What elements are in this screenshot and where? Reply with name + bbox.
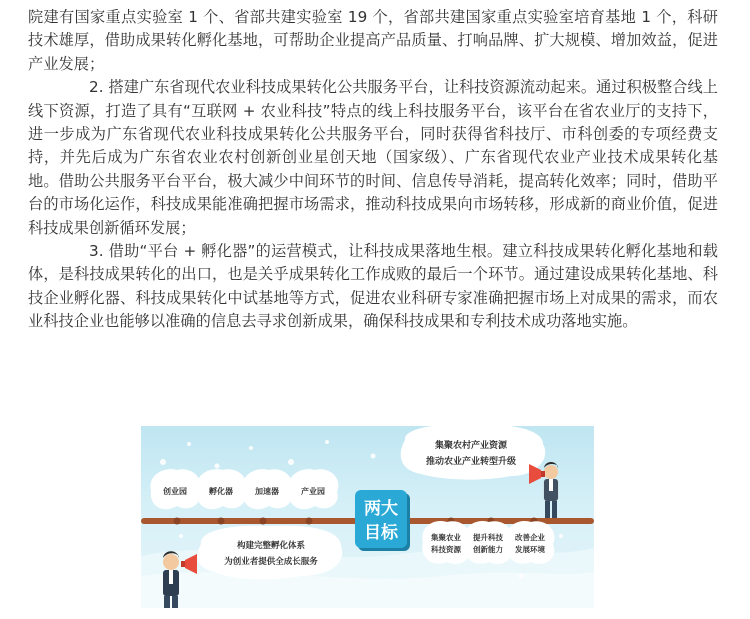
left-bubble-3 [242, 469, 292, 509]
bottom-left-bubble-line-1: 构建完整孵化体系 [236, 541, 306, 551]
bubble-label-jiasuqi: 加速器 [255, 487, 279, 496]
top-right-speech-bubble [401, 426, 546, 480]
bubble-label-fuhuaqi: 孵化器 [209, 487, 233, 496]
article-body [28, 0, 718, 334]
left-bubble-1 [150, 469, 200, 509]
bottom-left-bubble-line-2: 为创业者提供全成长服务 [224, 557, 318, 567]
left-bubble-2 [196, 469, 246, 509]
right-bubble-2-line-1: 提升科技 [473, 533, 503, 542]
center-goals-badge [355, 490, 410, 551]
right-bubble-1-line-2: 科技资源 [431, 545, 461, 554]
right-bubble-3 [506, 521, 554, 564]
paragraph-2: 2. 搭建广东省现代农业科技成果转化公共服务平台，让科技资源流动起来。通过积极整合线上线下资源，打造了具有“互联网 + 农业科技”特点的线上科技服务平台，该平台在省农业厅的支持下，进一步成为广东省现代农业科技成果转化公共服务平台，同时获得省科技厅、市科创委的专项经费支持，并先后成为广东省农业农村创新创业星创天地（国家级）、广东省现代农业产业技术成果转化基地。借助公共服务平台平台，极大减少中间环节的时间、信息传导消耗，提高转化效率；同时，借助平台的市场化运作，科技成果能准确把握市场需求，推动科技成果向市场转移，形成新的商业价值，促进科技成果创新循环发展； [28, 78, 718, 237]
paragraph-3: 3. 借助“平台 + 孵化器”的运营模式，让科技成果落地生根。建立科技成果转化孵化基地和载体，是科技成果转化的出口，也是关乎成果转化工作成败的最后一个环节。通过建设成果转化基地、科技企业孵化器、科技成果转化中试基地等方式，促进农业科研专家准确把握市场上对成果的需求，而农业科技企业也能够以准确的信息去寻求创新成果，确保科技成果和专利技术成功落地实施。 [28, 242, 718, 331]
top-right-bubble-line-2: 推动农业产业转型升级 [425, 457, 517, 467]
right-bubble-3-line-1: 改善企业 [515, 533, 545, 542]
right-bubble-1-line-1: 集聚农业 [431, 533, 461, 542]
bubble-label-chanyeyuan: 产业园 [301, 487, 325, 496]
right-bubble-1 [422, 521, 470, 564]
right-bubble-2 [464, 521, 512, 564]
person-megaphone-right-icon [529, 462, 558, 518]
paragraph-1: 院建有国家重点实验室 1 个、省部共建实验室 19 个，省部共建国家重点实验室培育基地 1 个，科研技术雄厚，借助成果转化孵化基地，可帮助企业提高产品质量、打响品牌、扩大规模、增加效益，促进产业发展； [28, 8, 718, 73]
illustration-canvas [141, 426, 594, 608]
bubble-label-chuangyeyuan: 创业园 [163, 487, 187, 496]
two-goals-illustration [141, 426, 594, 608]
top-right-bubble-line-1: 集聚农村产业资源 [434, 441, 508, 451]
bottom-left-speech-bubble [198, 526, 343, 580]
right-bubble-3-line-2: 发展环境 [515, 545, 545, 554]
left-bubble-4 [288, 469, 338, 509]
right-bubble-2-line-2: 创新能力 [473, 545, 503, 554]
badge-line-1: 两大 [364, 499, 398, 519]
badge-line-2: 目标 [364, 523, 398, 543]
